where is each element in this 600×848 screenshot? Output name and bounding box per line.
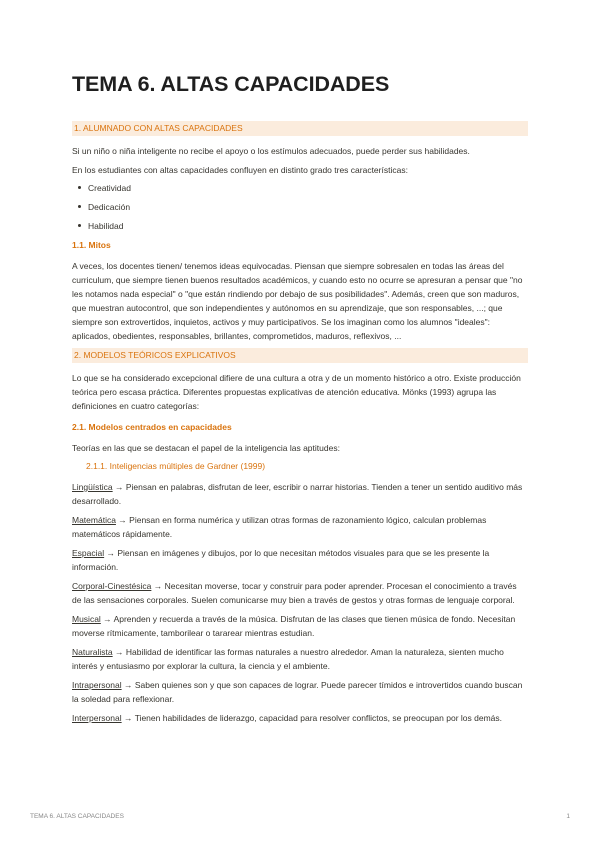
- paragraph: A veces, los docentes tienen/ tenemos ideas equivocadas. Piensan que siempre sobresalen en todas las áreas del curriculum, que siempre tienen buenos resultados académicos, y cuando esto no ocurre se apresuran a pensar que "no les notamos nada especial" o "que están rindiendo por debajo de sus posibilidades". Además, creen que son maduros, que muestran autocontrol, que son independientes y autónomos en su aprendizaje, que son responsables, ...; que siempre son extrovertidos, inquietos, activos y muy participativos. Se los imaginan como los alumnos "ideales": aplicados, obedientes, responsables, brillantes, comprometidos, maduros, reflexivos, ...: [72, 261, 523, 341]
- characteristics-list: [72, 182, 528, 232]
- intelligence-desc: → Piensan en palabras, disfrutan de leer, escribir o narrar historias. Tienden a tener un sentido auditivo más desarrollado.: [72, 482, 523, 506]
- page-title: TEMA 6. ALTAS CAPACIDADES: [72, 72, 390, 96]
- subsection-mitos-heading: 1.1. Mitos: [72, 240, 111, 250]
- intelligence-item: [72, 612, 528, 640]
- subsection-2-1-1-heading: 2.1.1. Inteligencias múltiples de Gardner (1999): [86, 461, 266, 471]
- footer-title: TEMA 6. ALTAS CAPACIDADES: [30, 813, 124, 820]
- intelligence-term: Matemática: [72, 515, 116, 525]
- intelligence-desc: → Aprenden y recuerda a través de la música. Disfrutan de las clases que tienen música de fondo. Necesitan moverse rítmicamente, tamborilear o tararear mientras estudian.: [72, 614, 516, 638]
- paragraph: En los estudiantes con altas capacidades confluyen en distinto grado tres características:: [72, 165, 408, 175]
- intelligence-desc: → Habilidad de identificar las formas naturales a nuestro alrededor. Aman la naturaleza, sienten mucho interés y entusiasmo por explorar la cultura, la ciencia y el ambiente.: [72, 647, 504, 671]
- intelligence-term: Naturalista: [72, 647, 113, 657]
- intelligence-term: Espacial: [72, 548, 105, 558]
- intelligence-term: Musical: [72, 614, 101, 624]
- intelligence-term: Lingüística: [72, 482, 113, 492]
- page-number: 1: [566, 813, 570, 820]
- document-page: [72, 72, 528, 730]
- list-item: Habilidad: [72, 220, 528, 232]
- subsection-2-1-heading: 2.1. Modelos centrados en capacidades: [72, 422, 232, 432]
- section-2-heading: 2. MODELOS TEÓRICOS EXPLICATIVOS: [72, 348, 528, 363]
- intelligence-desc: → Piensan en imágenes y dibujos, por lo que necesitan métodos visuales para que se les presente la información.: [72, 548, 490, 572]
- intelligence-desc: → Saben quienes son y que son capaces de lograr. Puede parecer tímidos e introvertidos cuando buscan la soledad para reflexionar.: [72, 680, 523, 704]
- section-1-heading: 1. ALUMNADO CON ALTAS CAPACIDADES: [72, 121, 528, 136]
- paragraph: Si un niño o niña inteligente no recibe el apoyo o los estímulos adecuados, puede perder sus habilidades.: [72, 146, 470, 156]
- list-item: Creatividad: [72, 182, 528, 194]
- intelligence-desc: → Piensan en forma numérica y utilizan otras formas de razonamiento lógico, calculan problemas matemáticos rápidamente.: [72, 515, 487, 539]
- intelligence-item: [72, 513, 528, 541]
- intelligence-item: [72, 678, 528, 706]
- intelligence-item: [72, 546, 528, 574]
- intelligence-desc: → Necesitan moverse, tocar y construir para poder aprender. Procesan el conocimiento a través de las sensaciones corporales. Suelen comunicarse muy bien a través de gestos y otras formas de lenguaje corporal.: [72, 581, 517, 605]
- paragraph: Lo que se ha considerado excepcional difiere de una cultura a otra y de un momento histórico a otro. Existe producción teórica pero escasa práctica. Diferentes propuestas explicativas de atención educativa. Mönks (1993) agrupa las definiciones en cuatro categorías:: [72, 373, 521, 411]
- list-item: Dedicación: [72, 201, 528, 213]
- intelligence-item: [72, 711, 528, 725]
- intelligence-desc: → Tienen habilidades de liderazgo, capacidad para resolver conflictos, se preocupan por los demás.: [121, 713, 502, 723]
- paragraph: Teorías en las que se destacan el papel de la inteligencia las aptitudes:: [72, 443, 340, 453]
- intelligence-item: [72, 645, 528, 673]
- intelligence-term: Corporal-Cinestésica: [72, 581, 152, 591]
- intelligence-term: Intrapersonal: [72, 680, 122, 690]
- intelligence-term: Interpersonal: [72, 713, 122, 723]
- intelligence-item: [72, 480, 528, 508]
- intelligence-item: [72, 579, 528, 607]
